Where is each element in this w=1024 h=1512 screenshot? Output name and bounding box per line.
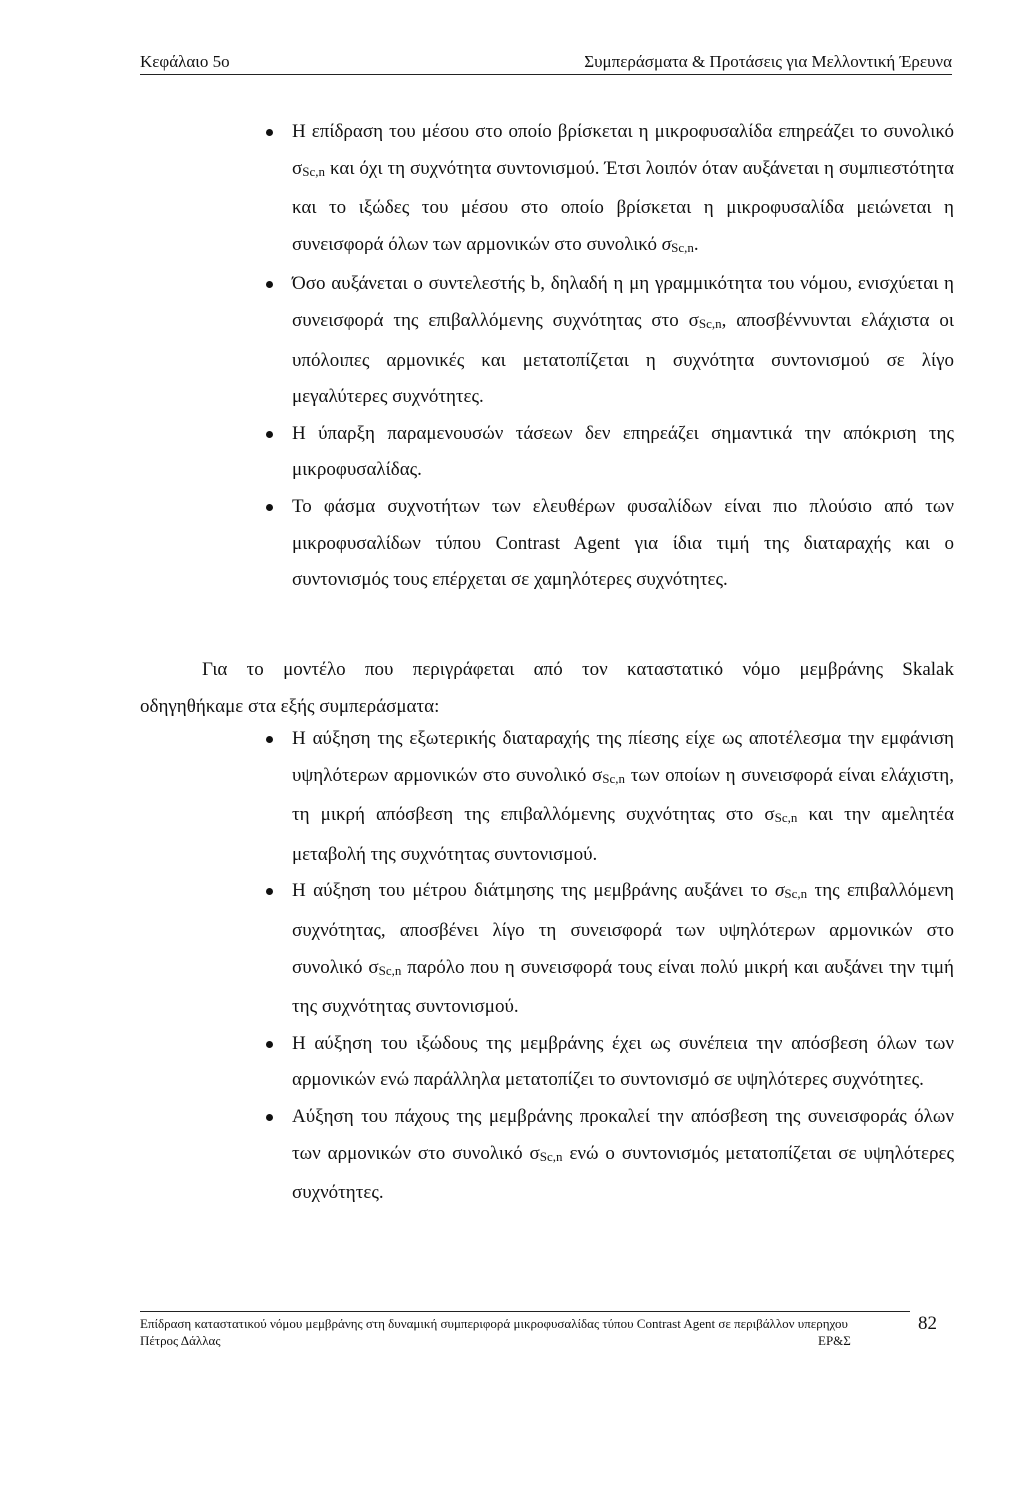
list-item: Η αύξηση του ιξώδους της μεμβράνης έχει ως συνέπεια την απόσβεση όλων των αρμονικών ενώ παράλληλα μετατοπίζει το συντονισμό σε υψηλότερες συχνότητες. bbox=[266, 1026, 954, 1099]
list-item: Αύξηση του πάχους της μεμβράνης προκαλεί την απόσβεση της συνεισφοράς όλων των αρμονικών στο συνολικό $\sigma_{Sc,n}$ ενώ ο συντονισμός μετατοπίζεται σε υψηλότερες συχνότητες. bbox=[266, 1099, 954, 1212]
sigma-symbol: $\sigma_{Sc,n}$ bbox=[592, 764, 626, 786]
chapter-label: Κεφάλαιο 5ο bbox=[140, 52, 230, 71]
running-header bbox=[140, 50, 952, 75]
conclusions-list-top bbox=[266, 114, 954, 599]
bullet-icon bbox=[266, 129, 273, 136]
bullet-icon bbox=[266, 431, 273, 438]
footer-divider bbox=[140, 1311, 910, 1312]
sigma-symbol: $\sigma_{Sc,n}$ bbox=[529, 1142, 563, 1164]
footer-author: Πέτρος Δάλλας bbox=[140, 1333, 221, 1348]
intro-paragraph: Για το μοντέλο που περιγράφεται από τον καταστατικό νόμο μεμβράνης Skalak οδηγηθήκαμε στα εξής συμπεράσματα: bbox=[140, 659, 954, 717]
bullet-icon bbox=[266, 1114, 273, 1121]
footer-department: ΕΡ&Σ bbox=[818, 1333, 851, 1348]
page-number: 82 bbox=[918, 1313, 937, 1334]
list-item: Η αύξηση της εξωτερικής διαταραχής της πίεσης είχε ως αποτέλεσμα την εμφάνιση υψηλότερων αρμονικών στο συνολικό $\sigma_{Sc,n}$ των οποίων η συνεισφορά είναι ελάχιστη, τη μικρή απόσβεση της επιβαλλόμενης συχνότητας στο $\sigma_{Sc,n}$ και την αμελητέα μεταβολή της συχνότητας συντονισμού. bbox=[266, 721, 954, 873]
sigma-symbol: $\sigma_{Sc,n}$ bbox=[661, 233, 694, 255]
sigma-symbol: $\sigma_{Sc,n}$ bbox=[292, 157, 325, 179]
section-title: Συμπεράσματα & Προτάσεις για Μελλοντική Έρευνα bbox=[584, 52, 952, 71]
bullet-icon bbox=[266, 281, 273, 288]
list-item: Όσο αυξάνεται ο συντελεστής b, δηλαδή η μη γραμμικότητα του νόμου, ενισχύεται η συνεισφορά της επιβαλλόμενης συχνότητας στο $\sigma_{Sc,n}$, αποσβέννυνται ελάχιστα οι υπόλοιπες αρμονικές και μετατοπίζεται η συχνότητα συντονισμού σε λίγο μεγαλύτερες συχνότητες. bbox=[266, 266, 954, 415]
sigma-symbol: $\sigma_{Sc,n}$ bbox=[368, 956, 402, 978]
sigma-symbol: $\sigma_{Sc,n}$ bbox=[764, 804, 798, 826]
bullet-icon bbox=[266, 888, 273, 895]
list-item: Η ύπαρξη παραμενουσών τάσεων δεν επηρεάζει σημαντικά την απόκριση της μικροφυσαλίδας. bbox=[266, 416, 954, 489]
bullet-icon bbox=[266, 1041, 273, 1048]
bullet-icon bbox=[266, 736, 273, 743]
bullet-icon bbox=[266, 504, 273, 511]
sigma-symbol: $\sigma_{Sc,n}$ bbox=[775, 880, 808, 902]
sigma-symbol: $\sigma_{Sc,n}$ bbox=[688, 309, 722, 331]
list-item: Το φάσμα συχνοτήτων των ελευθέρων φυσαλίδων είναι πιο πλούσιο από των μικροφυσαλίδων τύπου Contrast Agent για ίδια τιμή της διαταραχής και ο συντονισμός τους επέρχεται σε χαμηλότερες συχνότητες. bbox=[266, 489, 954, 599]
conclusions-list-bottom bbox=[266, 721, 954, 1212]
list-item: Η επίδραση του μέσου στο οποίο βρίσκεται η μικροφυσαλίδα επηρεάζει το συνολικό $\sigma_{Sc,n}$ και όχι τη συχνότητα συντονισμού. Έτσι λοιπόν όταν αυξάνεται η συμπιεστότητα και το ιξώδες του μέσου στο οποίο βρίσκεται η μικροφυσαλίδα μειώνεται η συνεισφορά όλων των αρμονικών στο συνολικό $\sigma_{Sc,n}$. bbox=[266, 114, 954, 266]
footer-title: Επίδραση καταστατικού νόμου μεμβράνης στη δυναμική συμπεριφορά μικροφυσαλίδας τύπου Contrast Agent σε περιβάλλον υπερηχου bbox=[140, 1316, 848, 1331]
list-item: Η αύξηση του μέτρου διάτμησης της μεμβράνης αυξάνει το $\sigma_{Sc,n}$ της επιβαλλόμενη συχνότητας, αποσβένει λίγο τη συνεισφορά των υψηλότερων αρμονικών στο συνολικό $\sigma_{Sc,n}$ παρόλο που η συνεισφορά τους είναι πολύ μικρή και αυξάνει την τιμή της συχνότητας συντονισμού. bbox=[266, 873, 954, 1025]
